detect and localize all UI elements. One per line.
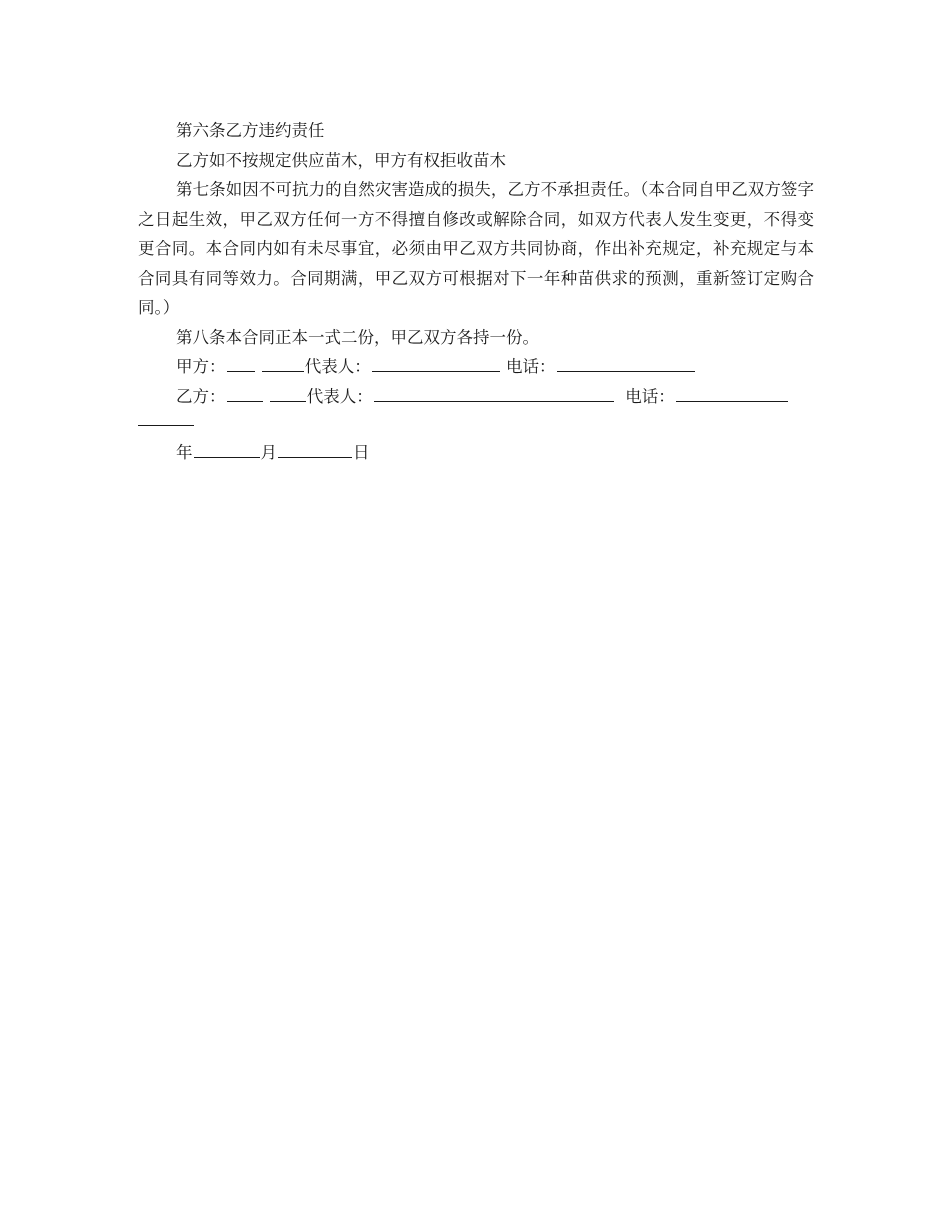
date-line — [138, 438, 814, 468]
date-day-blank — [278, 441, 352, 458]
clause-seven-text: 第七条如因不可抗力的自然灾害造成的损失，乙方不承担责任。（本合同自甲乙双方签字之日起生效，甲乙双方任何一方不得擅自修改或解除合同，如双方代表人发生变更，不得变更合同。本合同内如有未尽事宜，必须由甲乙双方共同协商，作出补充规定，补充规定与本合同具有同等效力。合同期满，甲乙双方可根据对下一年种苗供求的预测，重新签订定购合同。） — [138, 180, 814, 317]
date-month-label: 月 — [260, 443, 277, 462]
clause-six-text: 乙方如不按规定供应苗木，甲方有权拒收苗木 — [176, 150, 506, 170]
party-b-rep-label: 代表人： — [306, 386, 373, 406]
party-a-label: 甲方： — [176, 357, 226, 376]
party-a-rep-label: 代表人： — [304, 357, 371, 376]
party-a-name-blank — [227, 355, 255, 372]
party-b-name-blank — [227, 385, 263, 402]
clause-eight-text: 第八条本合同正本一式二份，甲乙双方各持一份。 — [176, 327, 539, 347]
party-a-phone-label: 电话： — [506, 357, 556, 376]
party-b-phone-blank-continued — [138, 411, 194, 426]
party-a-name-blank-2 — [262, 355, 304, 372]
date-month-blank — [194, 441, 260, 458]
party-a-phone-blank — [557, 355, 695, 372]
party-b-name-blank-2 — [270, 385, 306, 402]
party-b-rep-blank — [374, 385, 614, 402]
party-b-phone-blank — [676, 385, 788, 402]
party-b-phone-label: 电话： — [625, 386, 675, 406]
clause-six-title: 第六条乙方违约责任 — [176, 121, 325, 140]
document-body — [138, 116, 814, 468]
date-day-label: 日 — [353, 443, 370, 462]
date-year-label: 年 — [176, 443, 193, 462]
party-b-line — [138, 382, 814, 412]
party-b-label: 乙方： — [176, 386, 226, 406]
party-a-rep-blank — [372, 355, 500, 372]
party-a-line — [138, 352, 814, 382]
